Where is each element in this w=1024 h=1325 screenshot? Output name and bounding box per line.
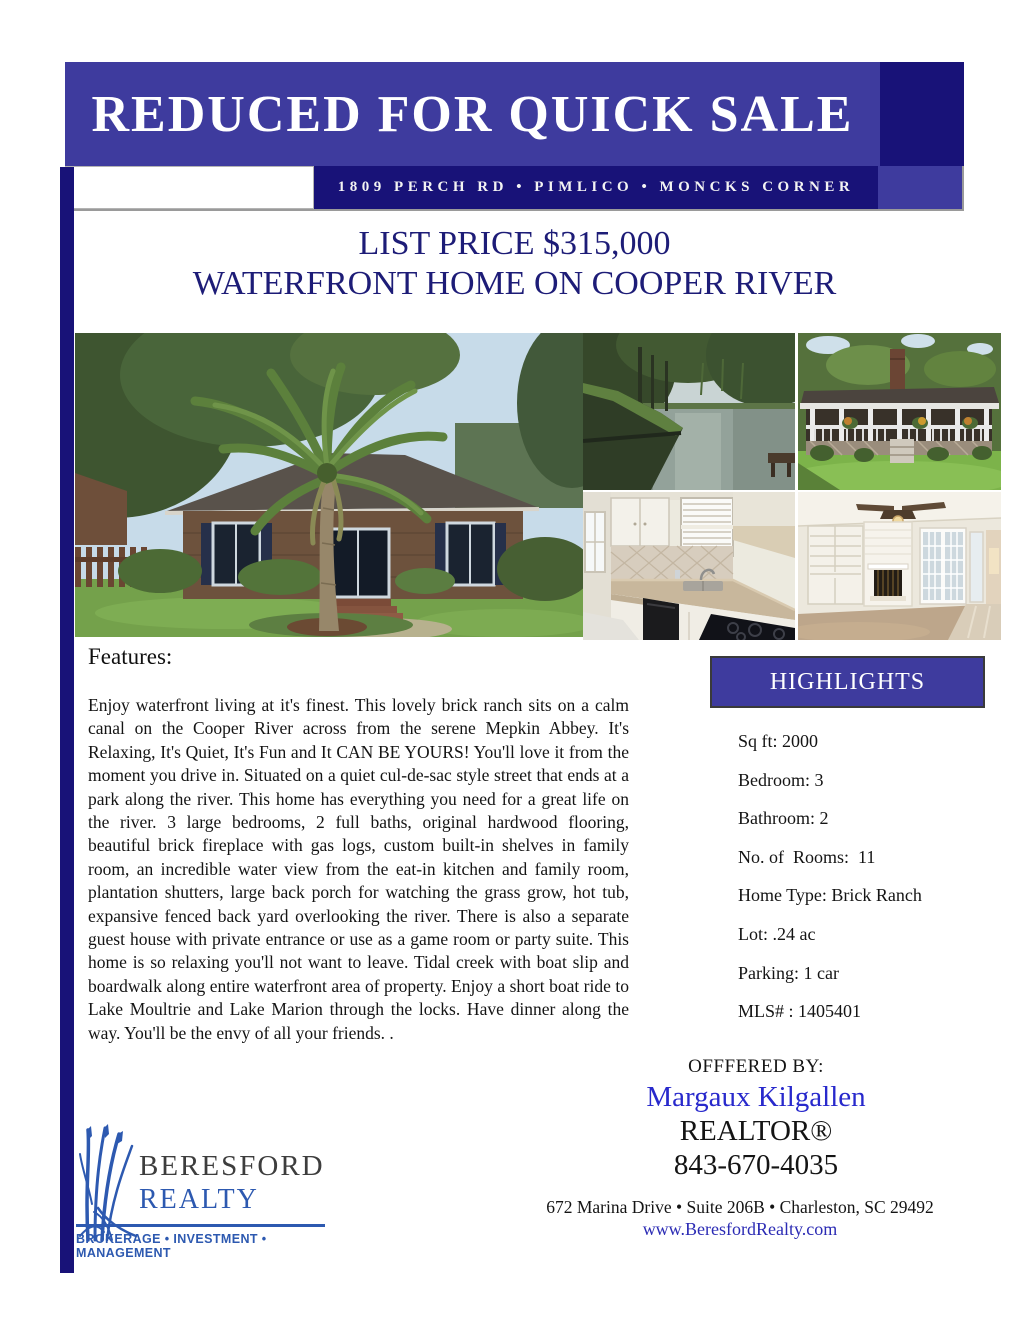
photo-canal-view <box>583 333 795 490</box>
logo-divider <box>76 1224 325 1227</box>
banner-corner-square-bottom <box>878 166 962 209</box>
header <box>65 62 964 211</box>
kitchen-illustration <box>583 492 795 640</box>
banner-corner-square-top <box>880 62 964 166</box>
features-heading: Features: <box>88 644 173 669</box>
features-paragraph: Enjoy waterfront living at it's finest. This lovely brick ranch sits on a calm canal on the Cooper River across from the serene Mepkin Abbey. It's Relaxing, It's Quiet, It's Fun and It CAN BE YOURS! You'll love it from the moment you drive in. Situated on a quiet cul-de-sac style street that ends at a park along the river. This home has everything you need for a great life on the river. 3 large bedrooms, 2 full baths, original hardwood flooring, beautiful brick fireplace with gas logs, custom built-in shelves in family room, an incredible water view from the eat-in kitchen and family room, plantation shutters, large back porch for watching the grass grow, hot tub, expansive fenced back yard overlooking the river. There is also a separate guest house with private entrance or use as a game room or party suite. This home is so relaxing you'll not want to leave. Tidal creek with boat slip and boardwalk along entire waterfront area of property. Enjoy a short boat ride to Lake Moultrie and Lake Marion through the locks. Have dinner along the way. You'll be the envy of all your friends. . <box>88 695 629 1043</box>
header-banner-row <box>65 62 964 166</box>
living-room-illustration <box>798 492 1001 640</box>
banner <box>65 62 880 166</box>
highlight-mls: MLS# : 1405401 <box>738 1001 862 1022</box>
property-address: 1809 PERCH RD • PIMLICO • MONCKS CORNER <box>337 179 855 195</box>
listing-headline <box>65 224 964 304</box>
photo-front-exterior <box>75 333 583 637</box>
highlight-lot: Lot: .24 ac <box>738 923 816 944</box>
highlight-parking: Parking: 1 car <box>738 962 839 983</box>
back-porch-illustration <box>798 333 1001 490</box>
highlight-sqft: Sq ft: 2000 <box>738 731 819 751</box>
canal-illustration <box>583 333 795 490</box>
highlight-rooms: No. of Rooms: 11 <box>738 846 876 867</box>
list-price: LIST PRICE $315,000 <box>358 225 671 262</box>
photo-living-room <box>798 492 1001 640</box>
office-footer <box>460 1197 1020 1240</box>
agent-phone: 843-670-4035 <box>673 1149 839 1181</box>
logo-name-realty: REALTY <box>139 1184 259 1215</box>
offered-by-label: OFFFERED BY: <box>688 1056 824 1077</box>
logo-name-beresford: BERESFORD <box>139 1150 325 1182</box>
highlights-title: HIGHLIGHTS <box>769 668 926 695</box>
photo-back-porch <box>798 333 1001 490</box>
offered-by-block <box>540 1056 972 1182</box>
photo-kitchen <box>583 492 795 640</box>
highlight-bedroom: Bedroom: 3 <box>738 769 824 790</box>
highlight-home-type: Home Type: Brick Ranch <box>738 885 922 906</box>
listing-subtitle: WATERFRONT HOME ON COOPER RIVER <box>192 265 837 302</box>
front-exterior-illustration <box>75 333 583 637</box>
header-white-box <box>65 166 314 209</box>
header-address-row <box>65 166 964 211</box>
highlight-bathroom: Bathroom: 2 <box>738 808 829 829</box>
agent-role: REALTOR® <box>679 1115 833 1147</box>
banner-title: REDUCED FOR QUICK SALE <box>91 85 854 143</box>
agent-name: Margaux Kilgallen <box>646 1081 866 1113</box>
highlights-list <box>738 722 988 1031</box>
website-link[interactable]: www.BeresfordRealty.com <box>642 1219 838 1239</box>
highlights-header <box>710 656 985 708</box>
logo-tagline: BROKERAGE • INVESTMENT • MANAGEMENT <box>76 1232 267 1260</box>
left-accent-bar <box>60 167 74 1273</box>
office-address: 672 Marina Drive • Suite 206B • Charleston, SC 29492 <box>546 1197 934 1217</box>
address-strip <box>314 166 878 209</box>
